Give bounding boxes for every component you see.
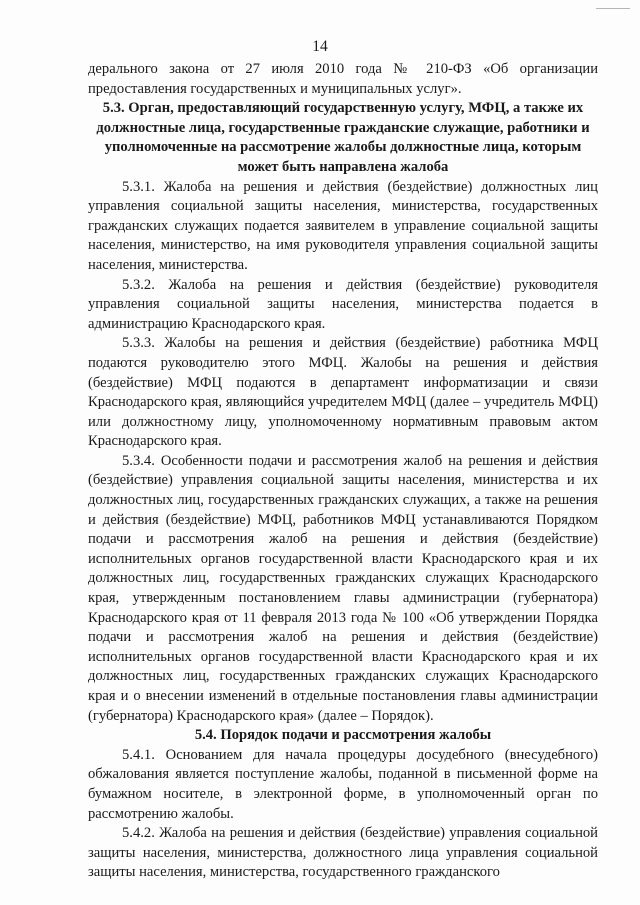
paragraph-5-3-4: 5.3.4. Особенности подачи и рассмотрения жалоб на решения и действия (бездействие) управления социальной защиты населения, министерства и их должностных лиц, государственных гражданских служащих, а также на решения и действия (бездействие) МФЦ, работников МФЦ устанавливаются Порядком подачи и рассмотрения жалоб на решения и действия (бездействие) исполнительных органов государственной власти Краснодарского края и их должностных лиц, государственных гражданских служащих Краснодарского края, утвержденным постановлением главы администрации (губернатора) Краснодарского края от 11 февраля 2013 года № 100 «Об утверждении Порядка подачи и рассмотрения жалоб на решения и действия (бездействие) исполнительных органов государственной власти Краснодарского края и их должностных лиц, государственных гражданских служащих Краснодарского края и о внесении изменений в отдельные постановления главы администрации (губернатора) Краснодарского края» (далее – Порядок).: [88, 452, 598, 724]
document-body: [88, 60, 598, 883]
paragraph-5-3-3: 5.3.3. Жалобы на решения и действия (бездействие) работника МФЦ подаются руководителю этого МФЦ. Жалобы на решения и действия (бездействие) МФЦ подаются в департамент информатизации и связи Краснодарского края, являющийся учредителем МФЦ (далее – учредитель МФЦ) или должностному лицу, уполномоченному нормативным правовым актом Краснодарского края.: [88, 335, 598, 450]
paragraph-intro-continuation: дерального закона от 27 июля 2010 года № 210-ФЗ «Об организации предоставления государственных и муниципальных услуг».: [88, 61, 598, 97]
page-number: 14: [312, 38, 328, 55]
paragraph-5-4-2: 5.4.2. Жалоба на решения и действия (бездействие) управления социальной защиты населения, министерства, должностного лица управления социальной защиты населения, министерства, государственного гражданского: [88, 825, 598, 881]
section-heading-5-4: 5.4. Порядок подачи и рассмотрения жалобы: [194, 727, 492, 744]
section-heading-5-3: 5.3. Орган, предоставляющий государственную услугу, МФЦ, а также их должностные лица, государственные гражданские служащие, работники и уполномоченные на рассмотрение жалобы должностные лица, которым может быть направлена жалоба: [96, 100, 590, 175]
paragraph-5-3-1: 5.3.1. Жалоба на решения и действия (бездействие) должностных лиц управления социальной защиты населения, министерства, государственных гражданских служащих подается заявителем в управление социальной защиты населения, министерство, на имя руководителя управления социальной защиты населения, министерства.: [88, 178, 598, 273]
paragraph-5-3-2: 5.3.2. Жалоба на решения и действия (бездействие) руководителя управления социальной защиты населения, министерства подается в администрацию Краснодарского края.: [88, 276, 598, 332]
paragraph-5-4-1: 5.4.1. Основанием для начала процедуры досудебного (внесудебного) обжалования является поступление жалобы, поданной в письменной форме на бумажном носителе, в электронной форме, в уполномоченный орган по рассмотрению жалобы.: [88, 746, 598, 822]
scan-edge-mark: [596, 8, 630, 9]
